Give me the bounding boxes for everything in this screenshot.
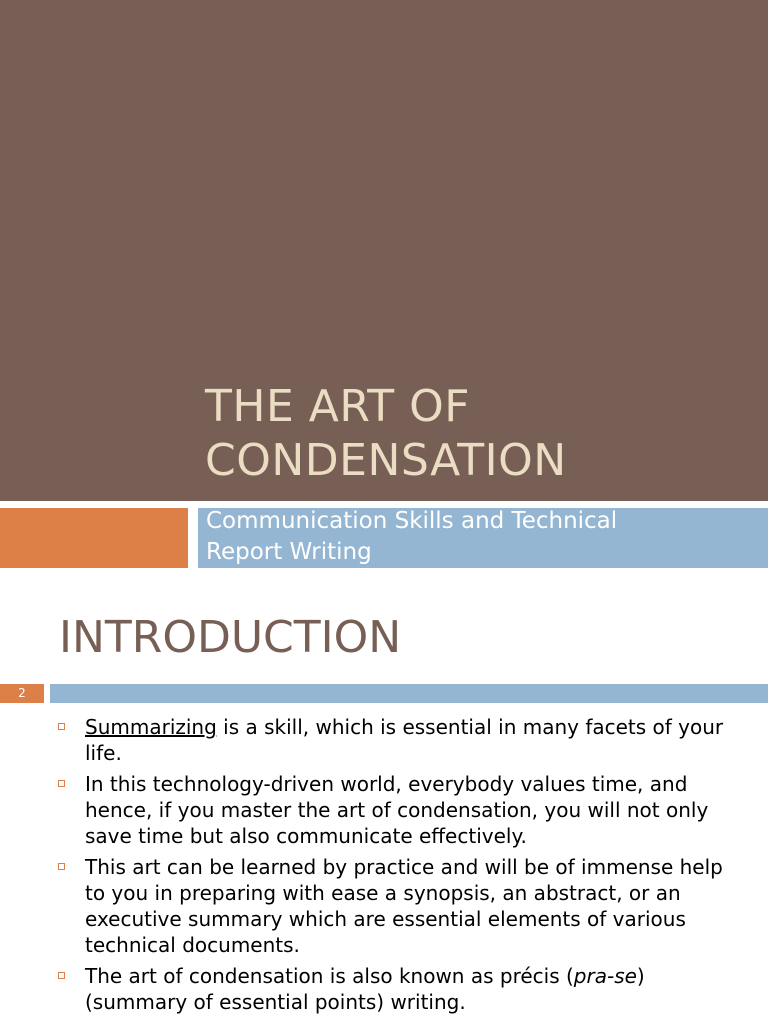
bullet-text: The art of condensation is also known as précis ( (85, 964, 574, 988)
bullet-list (58, 714, 748, 1020)
square-bullet-icon (58, 780, 65, 787)
square-bullet-icon (58, 723, 65, 730)
accent-block (0, 508, 188, 568)
square-bullet-icon (58, 863, 65, 870)
bullet-item (58, 963, 748, 1015)
bullet-item (58, 771, 748, 849)
slide-title-line1: THE ART OF (205, 381, 471, 432)
bullet-text: is a skill, which is essential in many facets of your life. (85, 715, 724, 765)
bullet-item (58, 854, 748, 958)
slide-title-line2: CONDENSATION (205, 435, 567, 486)
bullet-item (58, 714, 748, 766)
slide-subtitle (206, 506, 746, 568)
subtitle-line2: Report Writing (206, 539, 372, 565)
header-band (50, 684, 768, 703)
bullet-text-end: ) (summary of essential points) writing. (85, 964, 645, 1014)
square-bullet-icon (58, 972, 65, 979)
bullet-text: This art can be learned by practice and will be of immense help to you in preparing with ease a synopsis, an abstract, or an executive summary which are essential elements of various technical documents. (85, 855, 723, 957)
slide-title (205, 380, 745, 488)
subtitle-line1: Communication Skills and Technical (206, 508, 618, 534)
slide-number: 2 (0, 684, 44, 703)
section-title: INTRODUCTION (59, 612, 402, 663)
bullet-pronunciation: pra-se (573, 964, 637, 988)
bullet-lead-term: Summarizing (85, 715, 217, 739)
bullet-text: In this technology-driven world, everybody values time, and hence, if you master the art of condensation, you will not only save time but also communicate effectively. (85, 772, 709, 848)
